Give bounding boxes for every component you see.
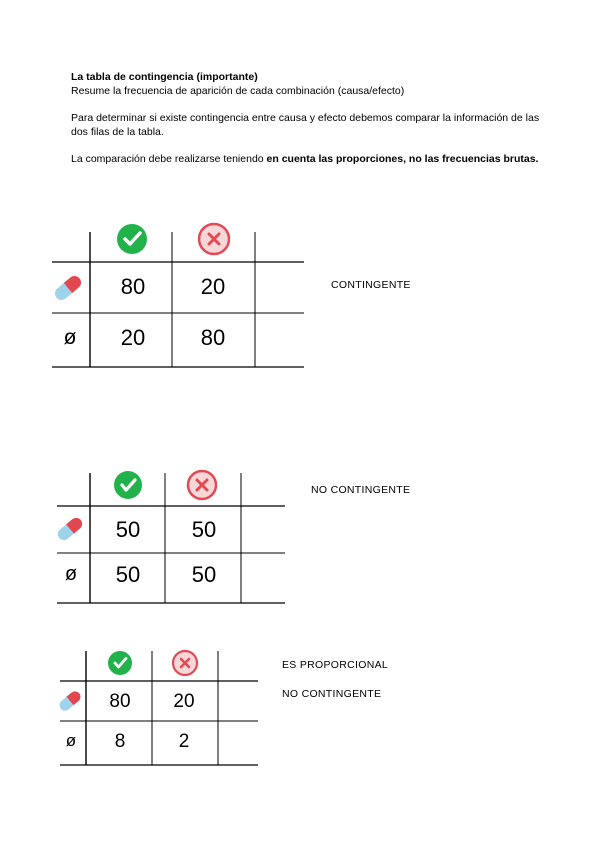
contingency-table-3 (56, 645, 266, 770)
none-symbol: ø (65, 731, 77, 750)
cross-icon (173, 651, 197, 675)
cell-r1-noeffect: 20 (200, 274, 226, 299)
cell-r1-effect: 50 (115, 517, 141, 542)
cell-r2-noeffect: 2 (178, 731, 190, 752)
pill-icon (52, 273, 83, 302)
contingency-table-1 (52, 212, 324, 377)
cell-r1-noeffect: 50 (191, 517, 217, 542)
paragraph-3-bold: en cuenta las proporciones, no las frecuencias brutas. (266, 153, 539, 165)
intro-paragraph-3 (71, 153, 541, 167)
cross-icon (199, 224, 229, 254)
cell-r2-noeffect: 80 (200, 325, 226, 350)
cell-r2-noeffect: 50 (191, 562, 217, 587)
none-symbol: ø (63, 326, 77, 349)
table-2-label: NO CONTINGENTE (311, 484, 411, 496)
pill-icon (57, 689, 82, 713)
cell-r2-effect: 8 (114, 731, 126, 752)
table-3-label-1: ES PROPORCIONAL (282, 659, 389, 671)
section-title: La tabla de contingencia (importante) (71, 71, 258, 83)
intro-paragraph-2: Para determinar si existe contingencia entre causa y efecto debemos comparar la información de las dos filas de la tabla. (71, 112, 540, 138)
cell-r1-effect: 80 (120, 274, 146, 299)
none-symbol: ø (64, 563, 78, 585)
check-icon (114, 471, 142, 499)
cell-r2-effect: 20 (120, 325, 146, 350)
cell-r2-effect: 50 (115, 562, 141, 587)
paragraph-3-plain: La comparación debe realizarse teniendo (71, 153, 267, 165)
cell-r1-noeffect: 20 (173, 691, 195, 712)
cell-r1-effect: 80 (109, 691, 131, 712)
intro-text (71, 71, 541, 167)
intro-line: Resume la frecuencia de aparición de cada combinación (causa/efecto) (71, 84, 405, 97)
table-1-label: CONTINGENTE (331, 279, 411, 291)
table-3-label-2: NO CONTINGENTE (282, 688, 382, 700)
contingency-table-2 (53, 465, 303, 613)
check-icon (117, 224, 147, 254)
pill-icon (55, 515, 84, 542)
check-icon (108, 651, 132, 675)
cross-icon (188, 471, 216, 499)
